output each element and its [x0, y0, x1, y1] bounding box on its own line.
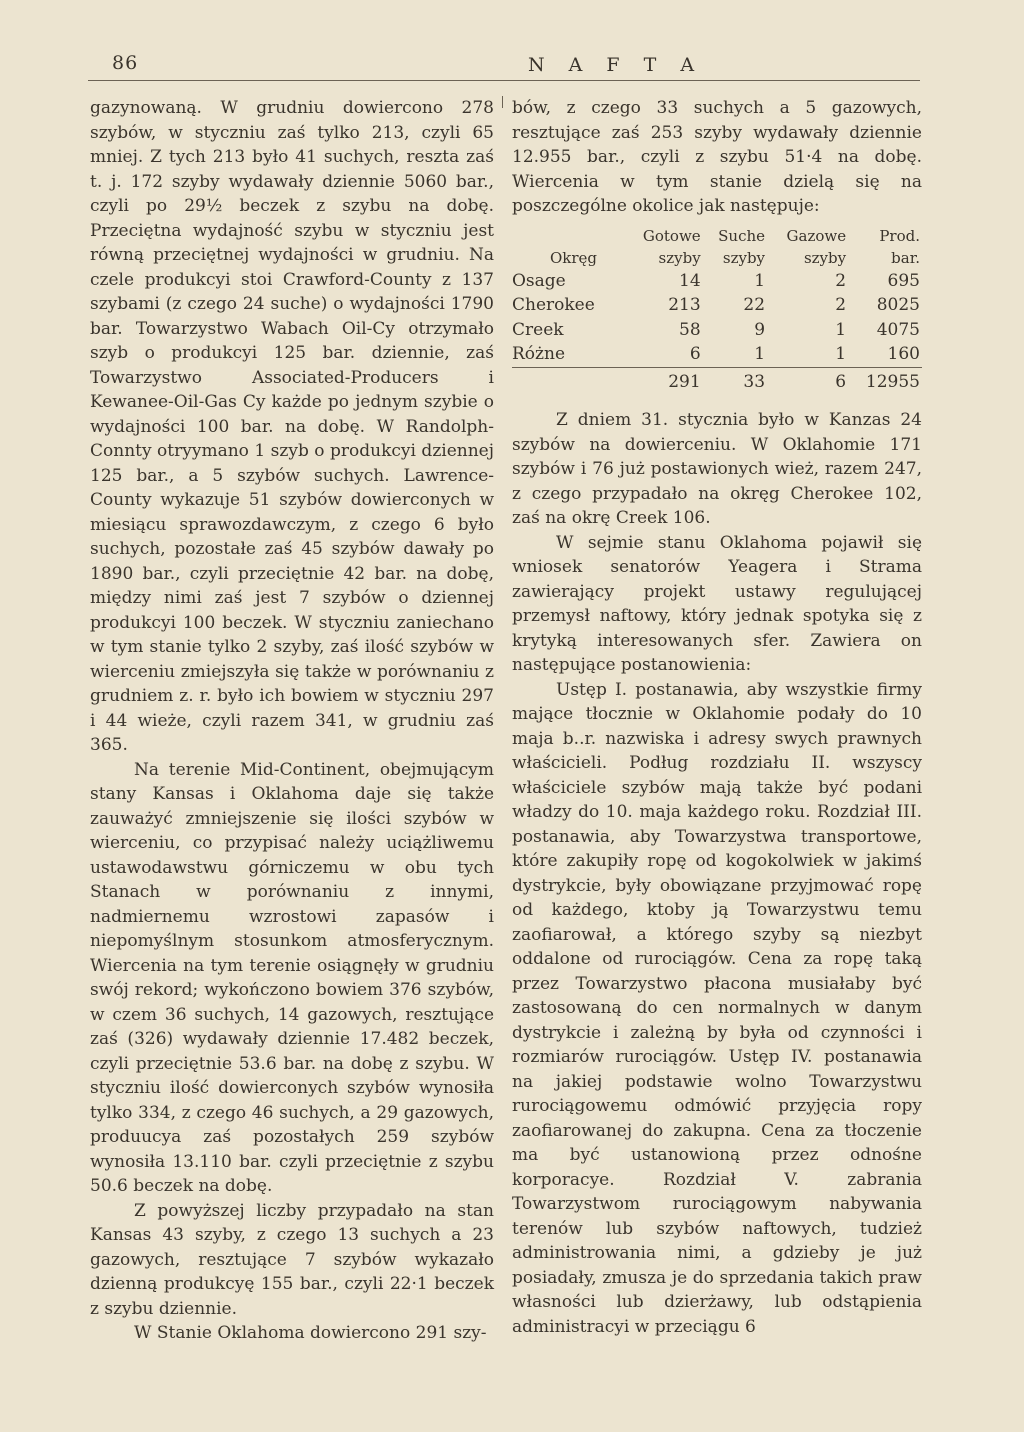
left-column: [90, 96, 494, 1346]
table-cell: 8025: [876, 295, 920, 315]
table-header-cell: Gazowe szyby: [786, 226, 847, 267]
table-header-row: [512, 225, 922, 269]
paragraph: Z dniem 31. stycznia było w Kanzas 24 szybów na dowierceniu. W Oklahomie 171 szybów i 76 już postawionych wież, razem 247, z czego przypadało na okręg Cherokee 102, zaś na okrę Creek 106.: [512, 410, 922, 528]
table-cell: 1: [754, 270, 766, 291]
table-cell: 213: [668, 295, 701, 315]
table-row: [512, 342, 922, 367]
journal-title: N A F T A: [528, 54, 704, 76]
paragraph: Na terenie Mid-Continent, obejmującym stany Kansas i Oklahoma daje się także zauważyć zmniejszenie się ilości szybów w wierceniu, co przypisać należy uciążliwemu ustawodawstwu górniczemu w obu tych Stanach w porównaniu z innymi, nadmiernemu wzrostowi zapasów i niepomyślnym stosunkom atmosferycznym. Wiercenia na tym terenie osiągnęły w grudniu swój rekord; wykończono bowiem 376 szybów, w czem 36 suchych, 14 gazowych, resztujące zaś (326) wydawały dziennie 17.482 beczek, czyli przeciętnie 53.6 bar. na dobę z szybu. W styczniu ilość dowierconych szybów wynosiła tylko 334, z czego 46 suchych, a 29 gazowych, produucya zaś pozostałych 259 szybów wynosiła 13.110 bar. czyli przeciętnie z szybu 50.6 beczek na dobę.: [90, 759, 494, 1196]
paragraph: W Stanie Oklahoma dowiercono 291 szy-: [134, 1323, 487, 1343]
table-cell: 6: [767, 367, 848, 394]
table-cell: 9: [754, 319, 766, 340]
table-cell: 291: [624, 367, 703, 394]
table-cell: 695: [887, 270, 920, 291]
table-cell: 6: [689, 344, 701, 364]
header-rule: [88, 80, 920, 81]
table-header-cell: Gotowe szyby: [642, 226, 701, 267]
table-cell: 1: [754, 344, 766, 364]
table-header-cell: Suche szyby: [718, 226, 766, 267]
table-cell: 22: [743, 295, 766, 315]
table-cell: [512, 367, 624, 394]
table-cell: 58: [679, 319, 701, 340]
table-row: [512, 318, 922, 343]
table-cell: Creek: [512, 319, 564, 340]
paragraph: Z powyższej liczby przypadało na stan Kansas 43 szyby, z czego 13 suchych a 23 gazowych, resztujące 7 szybów wykazało dzienną produkcyę 155 bar., czyli 22·1 beczek z szybu dziennie.: [90, 1200, 494, 1319]
table-cell: 160: [887, 344, 920, 364]
table-cell: 4075: [876, 319, 920, 340]
table-cell: Cherokee: [512, 295, 595, 315]
page-header: [88, 52, 920, 82]
paragraph: W sejmie stanu Oklahoma pojawił się wniosek senatorów Yeagera i Strama zawierający projekt ustawy regulującej przemysł naftowy, który jednak spotyka się z krytyką interesowanych sfer. Zawiera on następujące postanowienia:: [512, 532, 922, 675]
table-row: [512, 269, 922, 294]
table-cell: 33: [703, 367, 767, 394]
table-cell: 1: [835, 319, 847, 340]
table-header-cell: Okręg: [550, 248, 598, 267]
table-total-row: [512, 367, 922, 394]
table-cell: Osage: [512, 270, 566, 291]
table-cell: Różne: [512, 344, 566, 364]
drilling-table: [512, 225, 922, 395]
table-cell: 12955: [848, 367, 922, 394]
paragraph: bów, z czego 33 suchych a 5 gazowych, resztujące zaś 253 szyby wydawały dziennie 12.955 bar., czyli z szybu 51·4 na dobę. Wiercenia w tym stanie dzielą się na poszczególne okolice jak następuje:: [512, 98, 922, 216]
table-cell: 1: [835, 344, 847, 364]
table-cell: 2: [835, 295, 847, 315]
right-column: [512, 96, 922, 1339]
table-row: [512, 293, 922, 318]
paragraph: Ustęp I. postanawia, aby wszystkie firmy mające tłocznie w Oklahomie podały do 10 maja b..r. nazwiska i adresy swych prawnych właścicieli. Podług rozdziału II. wszyscy właściciele szybów mają także być podani władzy do 10. maja każdego roku. Rozdział III. postanawia, aby Towarzystwa transportowe, które zakupiły ropę od kogokolwiek w jakimś dystrykcie, były obowiązane przyjmować ropę od każdego, ktoby ją Towarzystwu temu zaofiarował, a którego szyby są niezbyt oddalone od rurociągów. Cena za ropę taką przez Towarzystwo płacona musiałaby być zastosowaną do cen normalnych w danym dystrykcie i zależną by była od czynności i rozmiarów rurociągów. Ustęp IV. postanawia na jakiej podstawie wolno Towarzystwu rurociągowemu odmówić przyjęcia ropy zaofiarowanej do zakupna. Cena za tłoczenie ma być ustanowioną przez odnośne korporacye. Rozdział V. zabrania Towarzystwom rurociągowym nabywania terenów lub szybów naftowych, tudzież administrowania nimi, a gdzieby je już posiadały, zmusza je do sprzedania takich praw własności lub dzierżawy, lub odstąpienia administracyi w przeciągu 6: [512, 679, 922, 1337]
table-cell: 14: [679, 270, 701, 291]
page-number: 86: [112, 52, 139, 74]
column-divider: [502, 96, 503, 108]
table-cell: 2: [835, 270, 847, 291]
paragraph: gazynowaną. W grudniu dowiercono 278 szybów, w styczniu zaś tylko 213, czyli 65 mniej. Z tych 213 było 41 suchych, reszta zaś t. j. 172 szyby wydawały dziennie 5060 bar., czyli po 29½ beczek z szybu na dobę. Przeciętna wydajność szybu w styczniu jest równą przeciętnej wydajności w grudniu. Na czele produkcyi stoi Crawford-County z 137 szybami (z czego 24 suche) o wydajności 1790 bar. Towarzystwo Wabach Oil-Cy otrzymało szyb o produkcyi 125 bar. dziennie, zaś Towarzystwo Associated-Producers i Kewanee-Oil-Gas Cy każde po jednym szybie o wydajności 100 bar. na dobę. W Randolph-Connty otryymano 1 szyb o produkcyi dziennej 125 bar., a 5 szybów suchych. Lawrence-County wykazuje 51 szybów dowierconych w miesiącu sprawozdawczym, z czego 6 było suchych, pozostałe zaś 45 szybów dawały po 1890 bar., czyli przeciętnie 42 bar. na dobę, między nimi zaś jest 7 szybów o dziennej produkcyi 100 beczek. W styczniu zaniechano w tym stanie tylko 2 szyby, zaś ilość szybów w wierceniu zmiejszyła się także w porównaniu z grudniem z. r. było ich bowiem w styczniu 297 i 44 wieże, czyli razem 341, w grudniu zaś 365.: [90, 98, 494, 755]
table-header-cell: Prod. bar.: [879, 226, 920, 267]
